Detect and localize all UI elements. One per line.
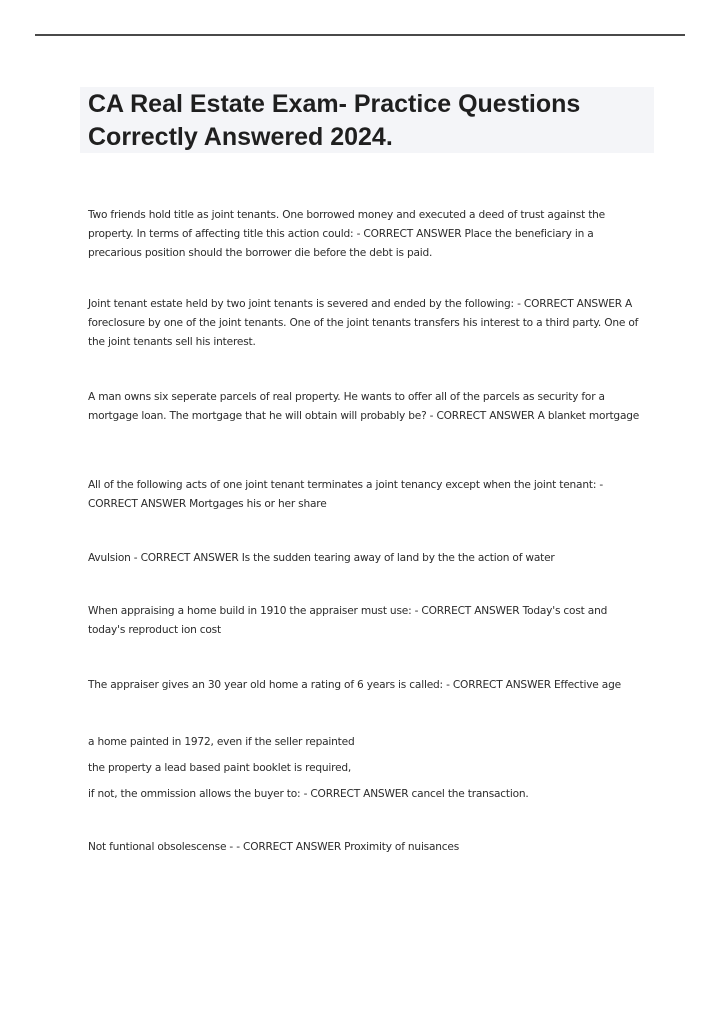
question-item bbox=[88, 729, 644, 807]
question-item: Joint tenant estate held by two joint tenants is severed and ended by the following: - CORRECT ANSWER A foreclosure by one of the joint tenants. One of the joint tenants transfers his interest to a third party. One of the joint tenants sell his interest. bbox=[88, 298, 639, 348]
question-item: Two friends hold title as joint tenants. One borrowed money and executed a deed of trust against the property. In terms of affecting title this action could: - CORRECT ANSWER Place the beneficiary in a precarious position should the borrower die before the debt is paid. bbox=[88, 209, 605, 259]
question-line: if not, the ommission allows the buyer to: - CORRECT ANSWER cancel the transaction. bbox=[88, 788, 529, 800]
question-item: All of the following acts of one joint tenant terminates a joint tenancy except when the joint tenant: - CORRECT ANSWER Mortgages his or her share bbox=[88, 479, 603, 510]
top-divider bbox=[35, 34, 685, 36]
question-line: a home painted in 1972, even if the seller repainted bbox=[88, 736, 355, 748]
question-item: The appraiser gives an 30 year old home a rating of 6 years is called: - CORRECT ANSWER Effective age bbox=[88, 679, 621, 691]
question-item: When appraising a home build in 1910 the appraiser must use: - CORRECT ANSWER Today's cost and today's reproduct ion cost bbox=[88, 605, 608, 636]
question-line: the property a lead based paint booklet is required, bbox=[88, 762, 352, 774]
question-item: A man owns six seperate parcels of real property. He wants to offer all of the parcels as security for a mortgage loan. The mortgage that he will obtain will probably be? - CORRECT ANSWER A blanket mortgage bbox=[88, 391, 640, 422]
document-title: CA Real Estate Exam- Practice Questions Correctly Answered 2024. bbox=[88, 90, 581, 151]
question-item: Avulsion - CORRECT ANSWER Is the sudden tearing away of land by the the action of water bbox=[88, 552, 555, 564]
question-item: Not funtional obsolescense - - CORRECT ANSWER Proximity of nuisances bbox=[88, 841, 460, 853]
